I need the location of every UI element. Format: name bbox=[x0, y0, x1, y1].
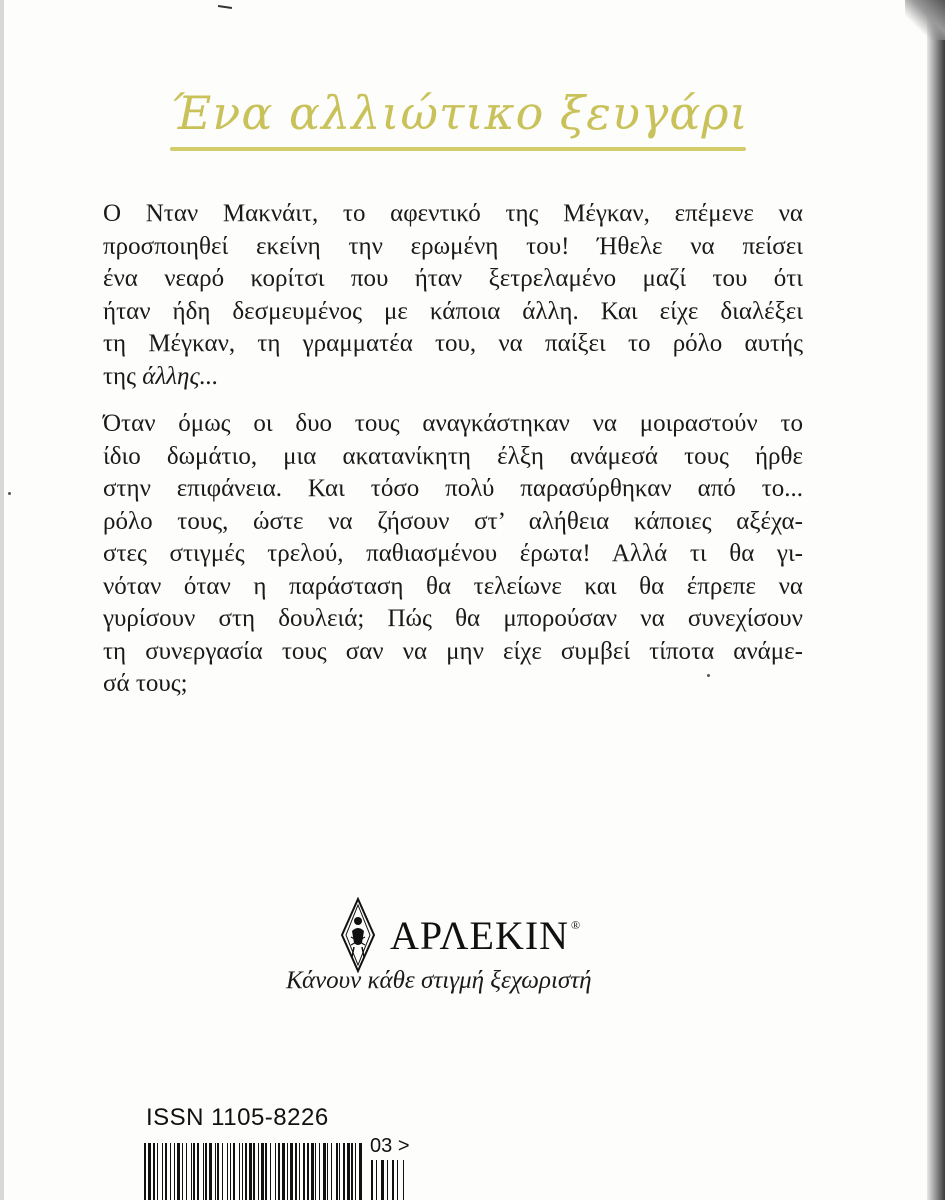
publisher-name bbox=[390, 912, 581, 959]
blurb-line: ρόλο τους, ώστε να ζήσουν στ’ αλήθεια κάποιες αξέχα- bbox=[103, 507, 803, 535]
blurb-line: σά τους; bbox=[103, 670, 188, 697]
barcode-addon-digits bbox=[370, 1135, 410, 1158]
page-edge-left bbox=[0, 0, 4, 1200]
page-edge-right bbox=[927, 0, 945, 1200]
paragraph-gap bbox=[103, 393, 803, 408]
page-corner-wear bbox=[905, 0, 945, 40]
publisher-name-text: ΑΡΛΕΚΙΝ bbox=[390, 912, 570, 958]
issn-number: ISSN 1105-8226 bbox=[146, 1104, 329, 1131]
blurb-line: ήταν ήδη δεσμευμένος με κάποια άλλη. Και είχε διαλέξει bbox=[103, 297, 803, 325]
blurb-line: Ο Νταν Μακνάιτ, το αφεντικό της Μέγκαν, επέμενε να bbox=[103, 200, 803, 227]
blurb bbox=[103, 198, 803, 701]
blurb-line: τη Μέγκαν, τη γραμματέα του, να παίξει το ρόλο αυτής bbox=[103, 330, 803, 357]
blurb-line: τη συνεργασία τους σαν να μην είχε συμβεί τίποτα ανάμε- bbox=[103, 637, 803, 665]
paper-speck bbox=[8, 492, 11, 495]
publisher-logo bbox=[340, 895, 581, 975]
blurb-line bbox=[103, 361, 803, 394]
blurb-line: ίδιο δωμάτιο, μια ακατανίκητη έλξη ανάμεσά τους ήρθε bbox=[103, 442, 803, 470]
paper-speck bbox=[707, 674, 710, 677]
title-underline bbox=[170, 147, 746, 151]
registered-mark: ® bbox=[571, 917, 582, 932]
blurb-line: στην επιφάνεια. Και τόσο πολύ παρασύρθηκαν από το... bbox=[103, 475, 803, 502]
blurb-line: στες στιγμές τρελού, παθιασμένου έρωτα! Αλλά τι θα γι- bbox=[103, 540, 803, 567]
blurb-emphasis: άλλης... bbox=[142, 362, 219, 390]
barcode-icon bbox=[142, 1143, 364, 1200]
blurb-line: γυρίσουν στη δουλειά; Πώς θα μπορούσαν να συνεχίσουν bbox=[103, 605, 803, 632]
harlequin-diamond-icon bbox=[340, 897, 376, 973]
print-mark bbox=[218, 5, 232, 9]
blurb-text: της bbox=[103, 362, 143, 390]
barcode-addon-text: 03 bbox=[370, 1135, 393, 1157]
blurb-line: ένα νεαρό κορίτσι που ήταν ξετρελαμένο μαζί του ότι bbox=[103, 265, 803, 292]
book-title: Ένα αλλιώτικο ξευγάρι bbox=[170, 86, 749, 140]
blurb-line: προσποιηθεί εκείνη την ερωμένη του! Ήθελε να πείσει bbox=[103, 232, 803, 260]
barcode-addon-icon bbox=[370, 1160, 418, 1200]
publisher-tagline: Κάνουν κάθε στιγμή ξεχωριστή bbox=[286, 967, 592, 994]
chevron-right-icon: > bbox=[397, 1135, 410, 1157]
blurb-line: Όταν όμως οι δυο τους αναγκάστηκαν να μοιραστούν το bbox=[103, 410, 803, 437]
blurb-line: νόταν όταν η παράσταση θα τελείωνε και θα έπρεπε να bbox=[103, 572, 803, 600]
